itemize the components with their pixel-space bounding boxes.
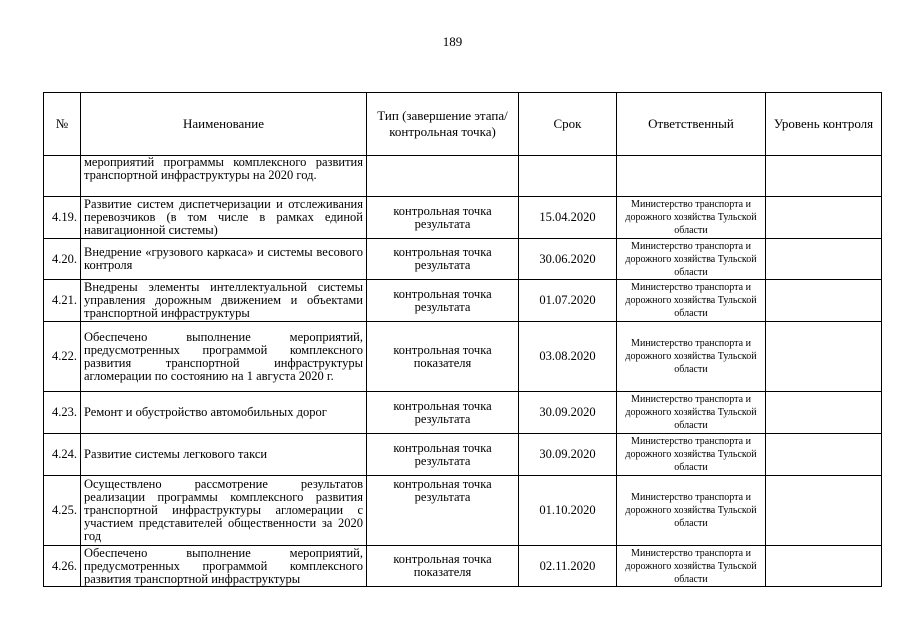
row-control <box>766 197 882 239</box>
row-name: Обеспечено выполнение мероприятий, предусмотренных программой комплексного развития транспортной инфраструктуры <box>81 546 367 587</box>
row-control <box>766 239 882 280</box>
row-control <box>766 322 882 392</box>
row-deadline: 30.06.2020 <box>519 239 617 280</box>
row-responsible: Министерство транспорта и дорожного хозяйства Тульской области <box>617 434 766 476</box>
row-responsible: Министерство транспорта и дорожного хозяйства Тульской области <box>617 322 766 392</box>
row-num: 4.22. <box>44 322 81 392</box>
row-name: Ремонт и обустройство автомобильных дорог <box>81 392 367 434</box>
row-deadline: 01.07.2020 <box>519 280 617 322</box>
row-deadline: 30.09.2020 <box>519 392 617 434</box>
table-row <box>44 546 882 587</box>
table-row <box>44 322 882 392</box>
row-responsible: Министерство транспорта и дорожного хозяйства Тульской области <box>617 476 766 546</box>
row-name: Обеспечено выполнение мероприятий, предусмотренных программой комплексного развития транспортной инфраструктуры агломерации по состоянию на 1 августа 2020 г. <box>81 322 367 392</box>
row-control <box>766 476 882 546</box>
row-deadline: 15.04.2020 <box>519 197 617 239</box>
header-deadline: Срок <box>519 93 617 156</box>
row-type: контрольная точка результата <box>367 239 519 280</box>
table-row <box>44 434 882 476</box>
row-num: 4.21. <box>44 280 81 322</box>
row-type <box>367 156 519 197</box>
row-control <box>766 156 882 197</box>
row-name: мероприятий программы комплексного развития транспортной инфраструктуры на 2020 год. <box>81 156 367 197</box>
row-control <box>766 434 882 476</box>
row-name: Развитие систем диспетчеризации и отслеживания перевозчиков (в том числе в рамках единой навигационной системы) <box>81 197 367 239</box>
header-type: Тип (завершение этапа/контрольная точка) <box>367 93 519 156</box>
row-type: контрольная точка результата <box>367 434 519 476</box>
header-name: Наименование <box>81 93 367 156</box>
row-control <box>766 392 882 434</box>
row-responsible: Министерство транспорта и дорожного хозяйства Тульской области <box>617 197 766 239</box>
row-control <box>766 546 882 587</box>
row-responsible: Министерство транспорта и дорожного хозяйства Тульской области <box>617 392 766 434</box>
header-num: № <box>44 93 81 156</box>
table-row <box>44 239 882 280</box>
row-num: 4.26. <box>44 546 81 587</box>
row-type: контрольная точка результата <box>367 392 519 434</box>
row-num: 4.23. <box>44 392 81 434</box>
row-responsible <box>617 156 766 197</box>
row-type: контрольная точка результата <box>367 197 519 239</box>
row-type: контрольная точка результата <box>367 280 519 322</box>
row-deadline: 30.09.2020 <box>519 434 617 476</box>
table-header-row <box>44 93 882 156</box>
schedule-table <box>43 92 882 587</box>
row-responsible: Министерство транспорта и дорожного хозяйства Тульской области <box>617 239 766 280</box>
row-num: 4.24. <box>44 434 81 476</box>
row-responsible: Министерство транспорта и дорожного хозяйства Тульской области <box>617 280 766 322</box>
row-name: Осуществлено рассмотрение результатов реализации программы комплексного развития транспортной инфраструктуры агломерации с участием представителей общественности за 2020 год <box>81 476 367 546</box>
row-deadline: 01.10.2020 <box>519 476 617 546</box>
header-control: Уровень контроля <box>766 93 882 156</box>
table-row <box>44 280 882 322</box>
row-name: Внедрение «грузового каркаса» и системы весового контроля <box>81 239 367 280</box>
table-row <box>44 156 882 197</box>
row-type: контрольная точка результата <box>367 476 519 546</box>
row-responsible: Министерство транспорта и дорожного хозяйства Тульской области <box>617 546 766 587</box>
row-deadline: 03.08.2020 <box>519 322 617 392</box>
row-num <box>44 156 81 197</box>
page-number: 189 <box>442 34 463 49</box>
header-responsible: Ответственный <box>617 93 766 156</box>
row-type: контрольная точка показателя <box>367 322 519 392</box>
row-name: Внедрены элементы интеллектуальной системы управления дорожным движением и объектами транспортной инфраструктуры <box>81 280 367 322</box>
row-control <box>766 280 882 322</box>
row-name: Развитие системы легкового такси <box>81 434 367 476</box>
row-type: контрольная точка показателя <box>367 546 519 587</box>
row-deadline <box>519 156 617 197</box>
row-num: 4.19. <box>44 197 81 239</box>
row-num: 4.20. <box>44 239 81 280</box>
table-row <box>44 476 882 546</box>
table-row <box>44 392 882 434</box>
row-num: 4.25. <box>44 476 81 546</box>
row-deadline: 02.11.2020 <box>519 546 617 587</box>
table-row <box>44 197 882 239</box>
